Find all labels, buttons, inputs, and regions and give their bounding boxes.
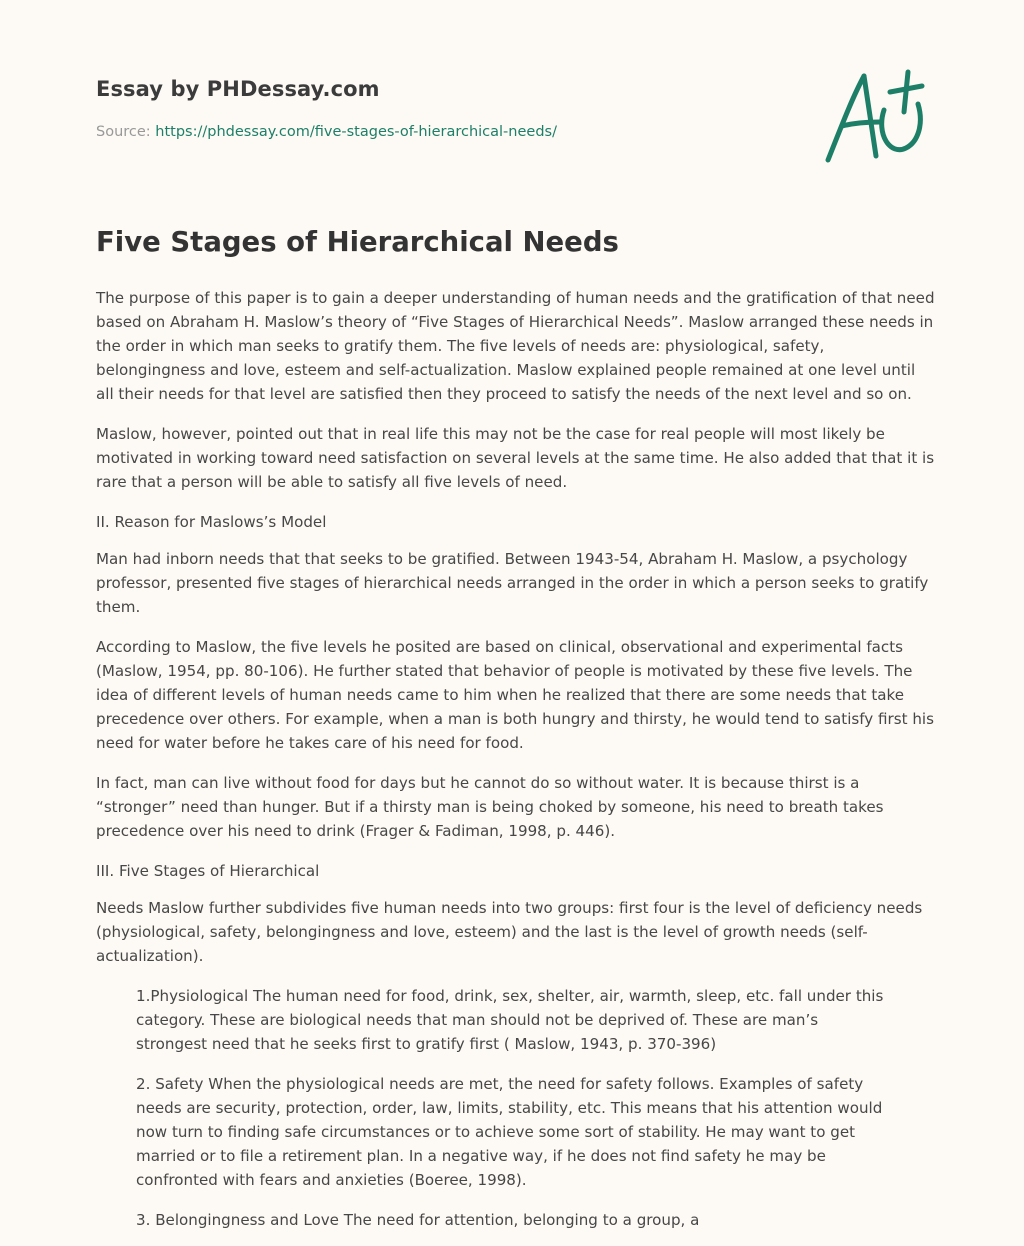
essay-title: Five Stages of Hierarchical Needs [96, 226, 619, 258]
list-item-safety: 2. Safety When the physiological needs are met, the need for safety follows. Examples of safety needs are security, protection, order, law, limits, stability, etc. This means that his attention would now turn to finding safe circumstances or to achieve some sort of stability. He may want to get married or to file a retirement plan. In a negative way, if he does not find safety he may be confronted with fears and anxieties (Boeree, 1998). [136, 1075, 883, 1189]
source-link[interactable]: https://phdessay.com/five-stages-of-hierarchical-needs/ [155, 124, 557, 140]
section-heading-five-stages: III. Five Stages of Hierarchical [96, 862, 320, 880]
section-heading-reason: II. Reason for Maslows’s Model [96, 513, 327, 531]
paragraph-food-water: In fact, man can live without food for days but he cannot do so without water. It is because thirst is a “stronger” need than hunger. But if a thirsty man is being choked by someone, his need to breath takes precedence over his need to drink (Frager & Fadiman, 1998, p. 446). [96, 774, 884, 840]
paragraph-inborn-needs: Man had inborn needs that that seeks to be gratified. Between 1943-54, Abraham H. Maslow, a psychology professor, presented five stages of hierarchical needs arranged in the order in which a person seeks to gratify them. [96, 550, 929, 616]
list-item-physiological: 1.Physiological The human need for food, drink, sex, shelter, air, warmth, sleep, etc. fall under this category. These are biological needs that man should not be deprived of. These are man’s strongest need that he seeks first to gratify first ( Maslow, 1943, p. 370-396) [136, 987, 884, 1053]
essay-body [96, 286, 936, 1246]
list-item-belongingness: 3. Belongingness and Love The need for attention, belonging to a group, a [136, 1211, 700, 1229]
paragraph-two-groups: Needs Maslow further subdivides five human needs into two groups: first four is the level of deficiency needs (physiological, safety, belongingness and love, esteem) and the last is the level of growth needs (self-actualization). [96, 899, 923, 965]
paragraph-intro: The purpose of this paper is to gain a deeper understanding of human needs and the gratification of that need based on Abraham H. Maslow’s theory of “Five Stages of Hierarchical Needs”. Maslow arranged these needs in the order in which man seeks to gratify them. The five levels of needs are: physiological, safety, belongingness and love, esteem and self-actualization. Maslow explained people remained at one level until all their needs for that level are satisfied then they proceed to satisfy the needs of the next level and so on. [96, 289, 935, 403]
paragraph-maslow-real-life: Maslow, however, pointed out that in real life this may not be the case for real people will most likely be motivated in working toward need satisfaction on several levels at the same time. He also added that that it is rare that a person will be able to satisfy all five levels of need. [96, 425, 935, 491]
a-plus-logo-icon [818, 64, 930, 168]
site-title: Essay by PHDessay.com [96, 77, 380, 101]
paragraph-according-to-maslow: According to Maslow, the five levels he posited are based on clinical, observational and experimental facts (Maslow, 1954, pp. 80-106). He further stated that behavior of people is motivated by these five levels. The idea of different levels of human needs came to him when he realized that there are some needs that take precedence over others. For example, when a man is both hungry and thirsty, he would tend to satisfy first his need for water before he takes care of his need for food. [96, 638, 934, 752]
source-line [96, 124, 557, 140]
source-label: Source: [96, 124, 151, 140]
